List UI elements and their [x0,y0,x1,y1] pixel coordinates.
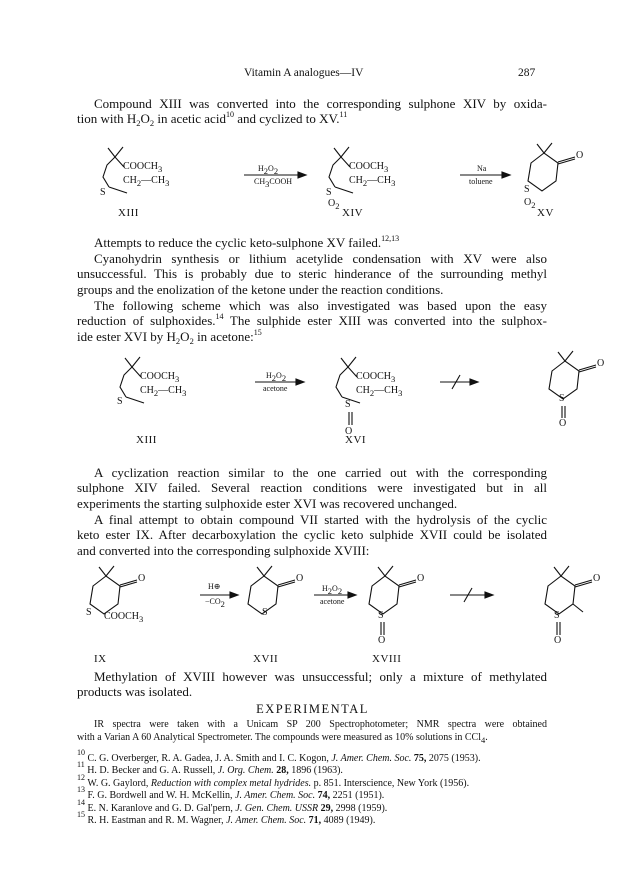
sulfone-o2: $O_2$ [524,197,536,210]
keto-oxygen: O [417,573,425,584]
experimental-note [77,719,547,744]
reference-item: $^{11}$ H. D. Becker and G. A. Russell, J. Org. Chem. 28, 1896 (1963). [77,760,343,777]
reaction-scheme-1 [0,135,625,225]
paragraph-line: unsuccessful. This is probably due to steric hinderance of the surrounding methyl [77,266,547,282]
paragraph-5 [77,465,547,511]
group-cooch3: $COOCH_3$ [123,161,163,174]
reagent-toluene: toluene [469,177,493,186]
paragraph-line: sulphone XIV failed. Several reaction conditions were investigated but in all [77,480,547,496]
reagent-decarboxylation: $-CO_2$ [205,597,225,609]
paragraph-3 [77,251,547,297]
scheme-1-drawing [0,135,625,225]
paragraph-line: Attempts to reduce the cyclic keto-sulphone XV failed.$^{12,13}$ [94,234,400,250]
note-line: with a Varian A 60 Analytical Spectrometer. The compounds were measured as 10% solutions in CCl$_4$. [77,731,488,745]
compound-label-xvii: XVII [253,653,279,665]
reagent-acetone: acetone [320,597,345,606]
group-ch2-ch3: $CH_2—CH_3$ [356,385,403,398]
paragraph-line: tion with $H_2O_2$ in acetic acid$^{10}$ and cyclized to XV.$^{11}$ [77,110,348,129]
paragraph-6 [77,512,547,558]
paragraph-line: experiments the starting sulphoxide ester XVI was recovered unchanged. [77,495,458,511]
atom-sulfur: S [524,184,530,195]
keto-oxygen: O [597,358,605,369]
keto-oxygen: O [576,150,584,161]
atom-sulfur: S [117,396,123,407]
paragraph-line: The following scheme which was also investigated was based upon the easy [94,298,547,313]
paragraph-line: reduction of sulphoxides.$^{14}$ The sulphide ester XIII was converted into the sulphox- [77,312,547,329]
paragraph-line: Cyanohydrin synthesis or lithium acetylide condensation with XV were also [94,251,547,266]
paragraph-line: Compound XIII was converted into the corresponding sulphone XIV by oxida- [94,96,547,111]
reagent-h2o2: $H_2O_2$ [266,371,287,383]
reference-item: $^{15}$ R. H. Eastman and R. M. Wagner, J. Amer. Chem. Soc. 71, 4089 (1949). [77,810,376,827]
reaction-scheme-2 [0,350,625,450]
reagent-h2o2: $H_2O_2$ [258,164,279,176]
sulfoxide-oxygen: O [378,635,386,646]
reagent-sodium: Na [477,164,487,173]
paragraph-line: Methylation of XVIII however was unsuccessful; only a mixture of methylated [94,669,547,684]
paragraph-line: groups and the enolization of the ketone under the reaction conditions. [77,281,444,297]
paragraph-7 [77,669,547,700]
paragraph-1 [77,96,547,127]
group-cooch3: $COOCH_3$ [104,611,144,624]
paragraph-line: A cyclization reaction similar to the one carried out with the corresponding [94,465,547,480]
keto-oxygen: O [593,573,601,584]
keto-oxygen: O [138,573,146,584]
compound-label-xviii: XVIII [372,653,402,665]
atom-sulfur: S [100,187,106,198]
atom-sulfur: S [86,607,92,618]
reagent-acetone: acetone [263,384,288,393]
compound-label-xiii: XIII [136,434,157,446]
compound-label-xvi: XVI [345,434,367,446]
compound-label-xv: XV [537,207,554,219]
sulfoxide-oxygen: O [345,426,353,437]
group-ch2-ch3: $CH_2—CH_3$ [123,175,170,188]
atom-sulfur: S [345,399,351,410]
keto-oxygen: O [296,573,304,584]
page-number: 287 [518,67,536,79]
section-title-experimental: EXPERIMENTAL [256,702,369,716]
paragraph-4 [77,298,547,344]
atom-sulfur: S [378,610,384,621]
sulfone-o2: $O_2$ [328,198,340,211]
atom-sulfur: S [326,187,332,198]
group-ch2-ch3: $CH_2—CH_3$ [140,385,187,398]
paragraph-line: and converted into the corresponding sulphoxide XVIII: [77,542,370,558]
reference-item: $^{13}$ F. G. Bordwell and W. H. McKellin, J. Amer. Chem. Soc. 74, 2251 (1951). [77,785,385,802]
scheme-2-drawing [0,350,625,450]
paragraph-line: products was isolated. [77,684,193,700]
reaction-scheme-3 [0,565,625,668]
running-head [0,67,625,83]
reference-item: $^{14}$ E. N. Karanlove and G. D. Gal'pern, J. Gen. Chem. USSR 29, 2998 (1959). [77,797,388,814]
note-line: IR spectra were taken with a Unicam SP 200 Spectrophotometer; NMR spectra were obtained [94,719,547,730]
reference-item: $^{12}$ W. G. Gaylord, Reduction with complex metal hydrides. p. 851. Interscience, New York (1956). [77,772,470,789]
group-cooch3: $COOCH_3$ [349,161,389,174]
paragraph-line: A final attempt to obtain compound VII started with the hydrolysis of the cyclic [94,512,547,527]
sulfoxide-oxygen: O [554,635,562,646]
group-ch2-ch3: $CH_2—CH_3$ [349,175,396,188]
compound-label-xiv: XIV [342,207,364,219]
paragraph-2 [77,235,547,250]
atom-sulfur: S [554,610,560,621]
atom-sulfur: S [559,393,565,404]
reagent-acid: H⊕ [208,582,221,591]
compound-label-xiii: XIII [118,207,139,219]
atom-sulfur: S [262,607,268,618]
running-head-title: Vitamin A analogues—IV [244,67,364,79]
reagent-acetic-acid: $CH_3COOH$ [254,177,293,189]
sulfoxide-oxygen: O [559,418,567,429]
reference-item: $^{10}$ C. G. Overberger, R. A. Gadea, J. A. Smith and I. C. Kogon, J. Amer. Chem. Soc. 75, 2075 (1953). [77,748,481,764]
group-cooch3: $COOCH_3$ [140,371,180,384]
references-list [77,748,547,827]
paragraph-line: keto ester IX. After decarboxylation the cyclic keto sulphide XVII could be isolated [77,527,547,543]
compound-label-ix: IX [94,653,107,665]
paragraph-line: ide ester XVI by $H_2O_2$ in acetone:$^{15}$ [77,327,262,346]
reagent-h2o2: $H_2O_2$ [322,584,343,596]
group-cooch3: $COOCH_3$ [356,371,396,384]
